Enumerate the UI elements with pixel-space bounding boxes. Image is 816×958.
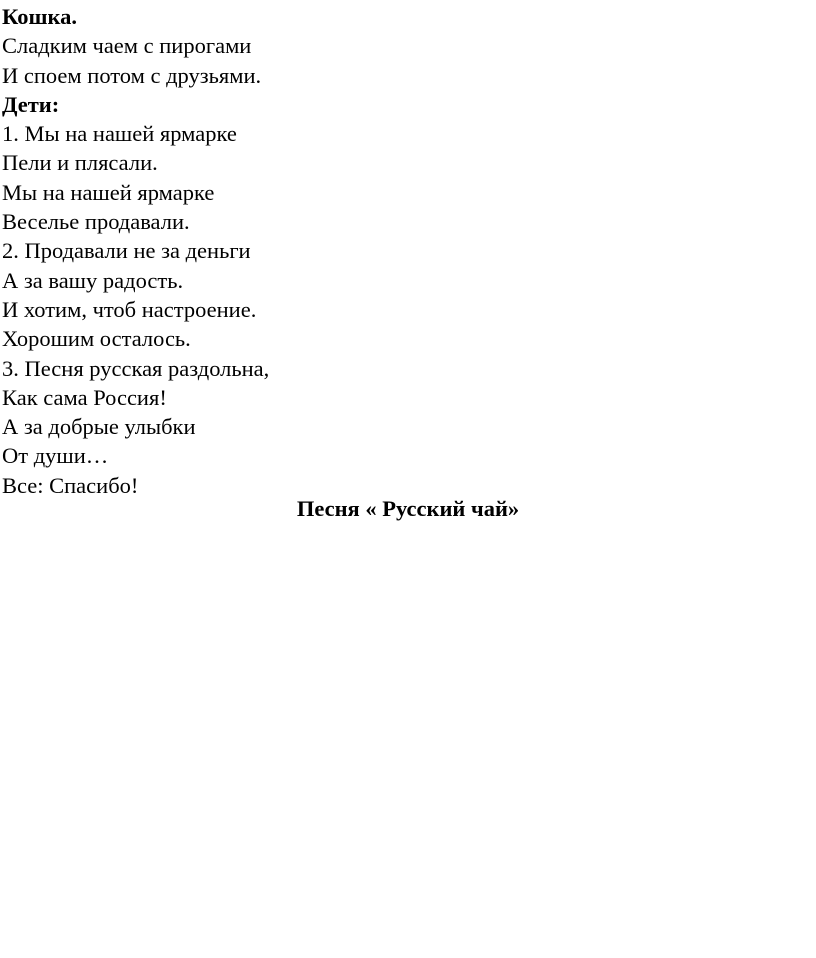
verse-line: И хотим, чтоб настроение. bbox=[2, 296, 257, 322]
verse-line: Как сама Россия! bbox=[2, 384, 167, 410]
script-text bbox=[2, 2, 802, 500]
speaker-label: Кошка. bbox=[2, 4, 77, 29]
verse-line: А за добрые улыбки bbox=[2, 414, 196, 440]
verse-line: Мы на нашей ярмарке bbox=[2, 179, 215, 205]
verse-line: Сладким чаем с пирогами bbox=[2, 33, 252, 59]
verse-line: А за вашу радость. bbox=[2, 267, 184, 293]
verse-line: Веселье продавали. bbox=[2, 209, 190, 235]
verse-line: 2. Продавали не за деньги bbox=[2, 238, 251, 264]
verse-line: Все: Спасибо! bbox=[2, 472, 139, 498]
verse-line: 3. Песня русская раздольна, bbox=[2, 355, 270, 381]
verse-line: 1. Мы на нашей ярмарке bbox=[2, 121, 237, 147]
verse-line: Пели и плясали. bbox=[2, 150, 158, 176]
verse-line: Хорошим осталось. bbox=[2, 326, 191, 352]
speaker-label: Дети: bbox=[2, 91, 60, 117]
verse-line: И споем потом с друзьями. bbox=[2, 62, 262, 88]
verse-line: От души… bbox=[2, 443, 109, 469]
song-title: Песня « Русский чай» bbox=[296, 496, 520, 521]
